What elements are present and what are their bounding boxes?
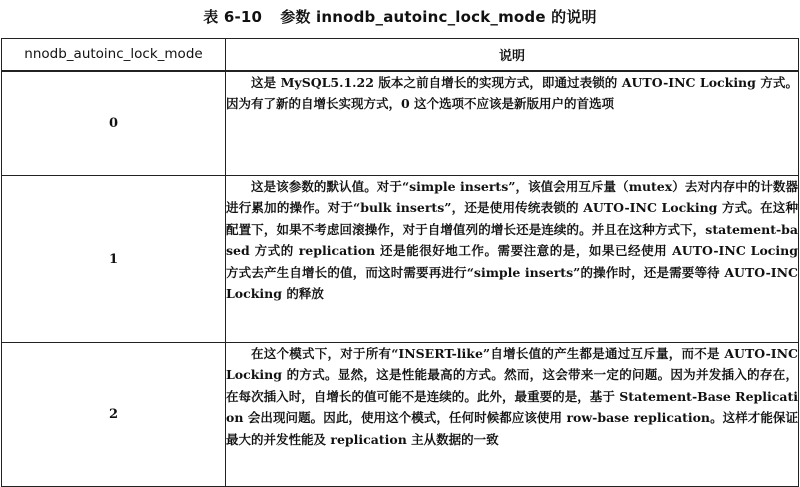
table-header [2,39,799,71]
header-description: 说明 [226,39,799,71]
row-value: 2 [2,343,226,487]
table-number: 表 6-10 [203,8,263,26]
table-caption [0,6,800,28]
table-row [2,343,799,487]
header-row [2,39,799,71]
table-body [2,71,799,487]
table-row [2,71,799,176]
table-title: 参数 innodb_autoinc_lock_mode 的说明 [280,8,597,26]
row-description: 这是该参数的默认值。对于“simple inserts”，该值会用互斥量（mutex）去对内存中的计数器进行累加的操作。对于“bulk inserts”，还是使用传统表锁的 AUTO-INC Locking 方式。在这种配置下，如果不考虑回滚操作，对于自增值列的增长还是连续的。并且在这种方式下，statement-based 方式的 replication 还是能很好地工作。需要注意的是，如果已经使用 AUTO-INC Locing 方式去产生自增长的值，而这时需要再进行“simple inserts”的操作时，还是需要等待 AUTO-INC Locking 的释放 [226,176,799,343]
row-value: 0 [2,71,226,176]
header-value: nnodb_autoinc_lock_mode [2,39,226,71]
parameter-table [1,38,799,487]
table-row [2,176,799,343]
row-description: 这是 MySQL5.1.22 版本之前自增长的实现方式，即通过表锁的 AUTO-INC Locking 方式。因为有了新的自增长实现方式，0 这个选项不应该是新版用户的首选项 [226,71,799,176]
row-description: 在这个模式下，对于所有“INSERT-like”自增长值的产生都是通过互斥量，而不是 AUTO-INC Locking 的方式。显然，这是性能最高的方式。然而，这会带来一定的问题。因为并发插入的存在，在每次插入时，自增长的值可能不是连续的。此外，最重要的是，基于 Statement-Base Replication 会出现问题。因此，使用这个模式，任何时候都应该使用 row-base replication。这样才能保证最大的并发性能及 replication 主从数据的一致 [226,343,799,487]
row-value: 1 [2,176,226,343]
